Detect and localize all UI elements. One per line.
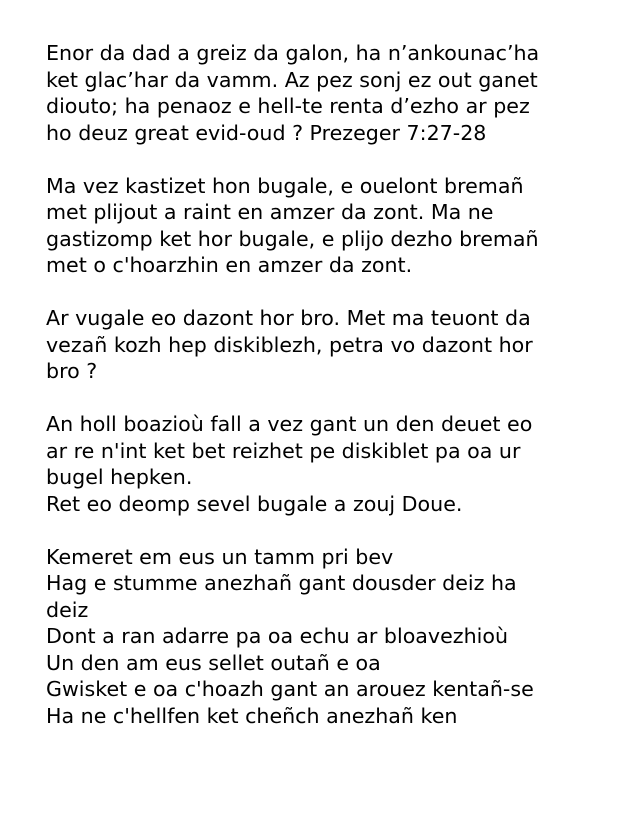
poem-line: deiz — [46, 597, 89, 622]
text-line: vezañ kozh hep diskiblezh, petra vo dazont hor — [46, 332, 533, 357]
text-line: met plijout a raint en amzer da zont. Ma ne — [46, 200, 494, 224]
text-line: ket glac’har da vamm. Az pez sonj ez out ganet — [46, 67, 538, 92]
paragraph-2 — [46, 173, 616, 279]
poem-line: Ha ne c'hellfen ket cheñch anezhañ ken — [46, 703, 458, 728]
text-line: Ret eo deomp sevel bugale a zouj Doue. — [46, 491, 463, 516]
paragraph-3 — [46, 305, 616, 385]
text-line: bugel hepken. — [46, 465, 193, 489]
text-line: bro ? — [46, 359, 98, 383]
text-line: gastizomp ket hor bugale, e plijo dezho bremañ — [46, 226, 539, 251]
text-line: ho deuz great evid-oud ? Prezeger 7:27-28 — [46, 120, 487, 145]
poem-line: Un den am eus sellet outañ e oa — [46, 650, 381, 675]
text-line: Ar vugale eo dazont hor bro. Met ma teuont da — [46, 306, 531, 330]
text-line: Ma vez kastizet hon bugale, e ouelont bremañ — [46, 173, 524, 198]
poem-line: Hag e stumme anezhañ gant dousder deiz ha — [46, 571, 517, 595]
paragraph-1 — [46, 40, 616, 146]
paragraph-5-poem — [46, 544, 616, 730]
poem-line: Gwisket e oa c'hoazh gant an arouez kentañ-se — [46, 677, 534, 701]
paragraph-4 — [46, 411, 616, 517]
text-line: met o c'hoarzhin en amzer da zont. — [46, 253, 413, 277]
poem-line: Dont a ran adarre pa oa echu ar bloavezhioù — [46, 624, 509, 648]
text-line: Enor da dad a greiz da galon, ha n’ankounac’ha — [46, 41, 540, 65]
document-body — [46, 40, 616, 756]
text-line: An holl boazioù fall a vez gant un den deuet eo — [46, 412, 533, 436]
text-line: ar re n'int ket bet reizhet pe diskiblet pa oa ur — [46, 438, 521, 463]
text-line: diouto; ha penaoz e hell-te renta d’ezho ar pez — [46, 94, 530, 118]
poem-line: Kemeret em eus un tamm pri bev — [46, 544, 394, 569]
